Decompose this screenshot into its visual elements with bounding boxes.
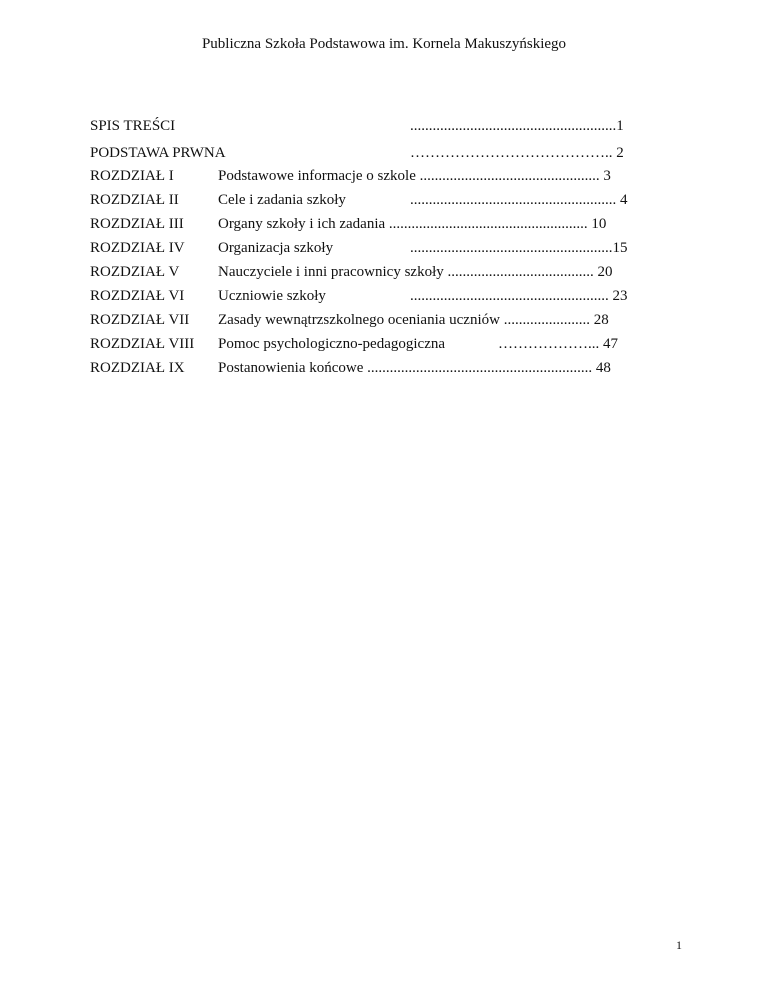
page-number: 1	[676, 938, 682, 952]
toc-leader: ………………... 47	[498, 336, 618, 352]
toc-label: ROZDZIAŁ I	[90, 168, 174, 184]
toc-label: ROZDZIAŁ VII	[90, 312, 190, 328]
toc-title: Cele i zadania szkoły	[218, 192, 346, 208]
toc-title: Nauczyciele i inni pracownicy szkoły ....................................... 20	[218, 264, 613, 280]
toc-leader: ………………………………….. 2	[410, 145, 624, 161]
toc-label: PODSTAWA PRWNA	[90, 145, 226, 161]
toc-label: ROZDZIAŁ V	[90, 264, 180, 280]
toc-label: ROZDZIAŁ II	[90, 192, 179, 208]
toc-label: SPIS TREŚCI	[90, 118, 176, 134]
toc-label: ROZDZIAŁ VI	[90, 288, 185, 304]
toc-label: ROZDZIAŁ IV	[90, 240, 185, 256]
toc-title: Podstawowe informacje o szkole ................................................ 3	[218, 168, 611, 184]
toc-title: Uczniowie szkoły	[218, 288, 326, 304]
toc-leader: .......................................................1	[410, 118, 624, 134]
toc-label: ROZDZIAŁ VIII	[90, 336, 195, 352]
toc-title: Organy szkoły i ich zadania ..................................................... 10	[218, 216, 607, 232]
toc-label: ROZDZIAŁ III	[90, 216, 184, 232]
toc-title: Pomoc psychologiczno-pedagogiczna	[218, 336, 446, 352]
toc-leader: ......................................................15	[410, 240, 628, 256]
page-header: Publiczna Szkoła Podstawowa im. Kornela Makuszyńskiego	[201, 36, 567, 52]
toc-title: Postanowienia końcowe ............................................................ 48	[218, 360, 611, 376]
toc-title: Zasady wewnątrzszkolnego oceniania uczniów ....................... 28	[218, 312, 609, 328]
toc-leader: ..................................................... 23	[410, 288, 628, 304]
toc-leader: ....................................................... 4	[410, 192, 628, 208]
toc-title: Organizacja szkoły	[218, 240, 334, 256]
toc-label: ROZDZIAŁ IX	[90, 360, 185, 376]
